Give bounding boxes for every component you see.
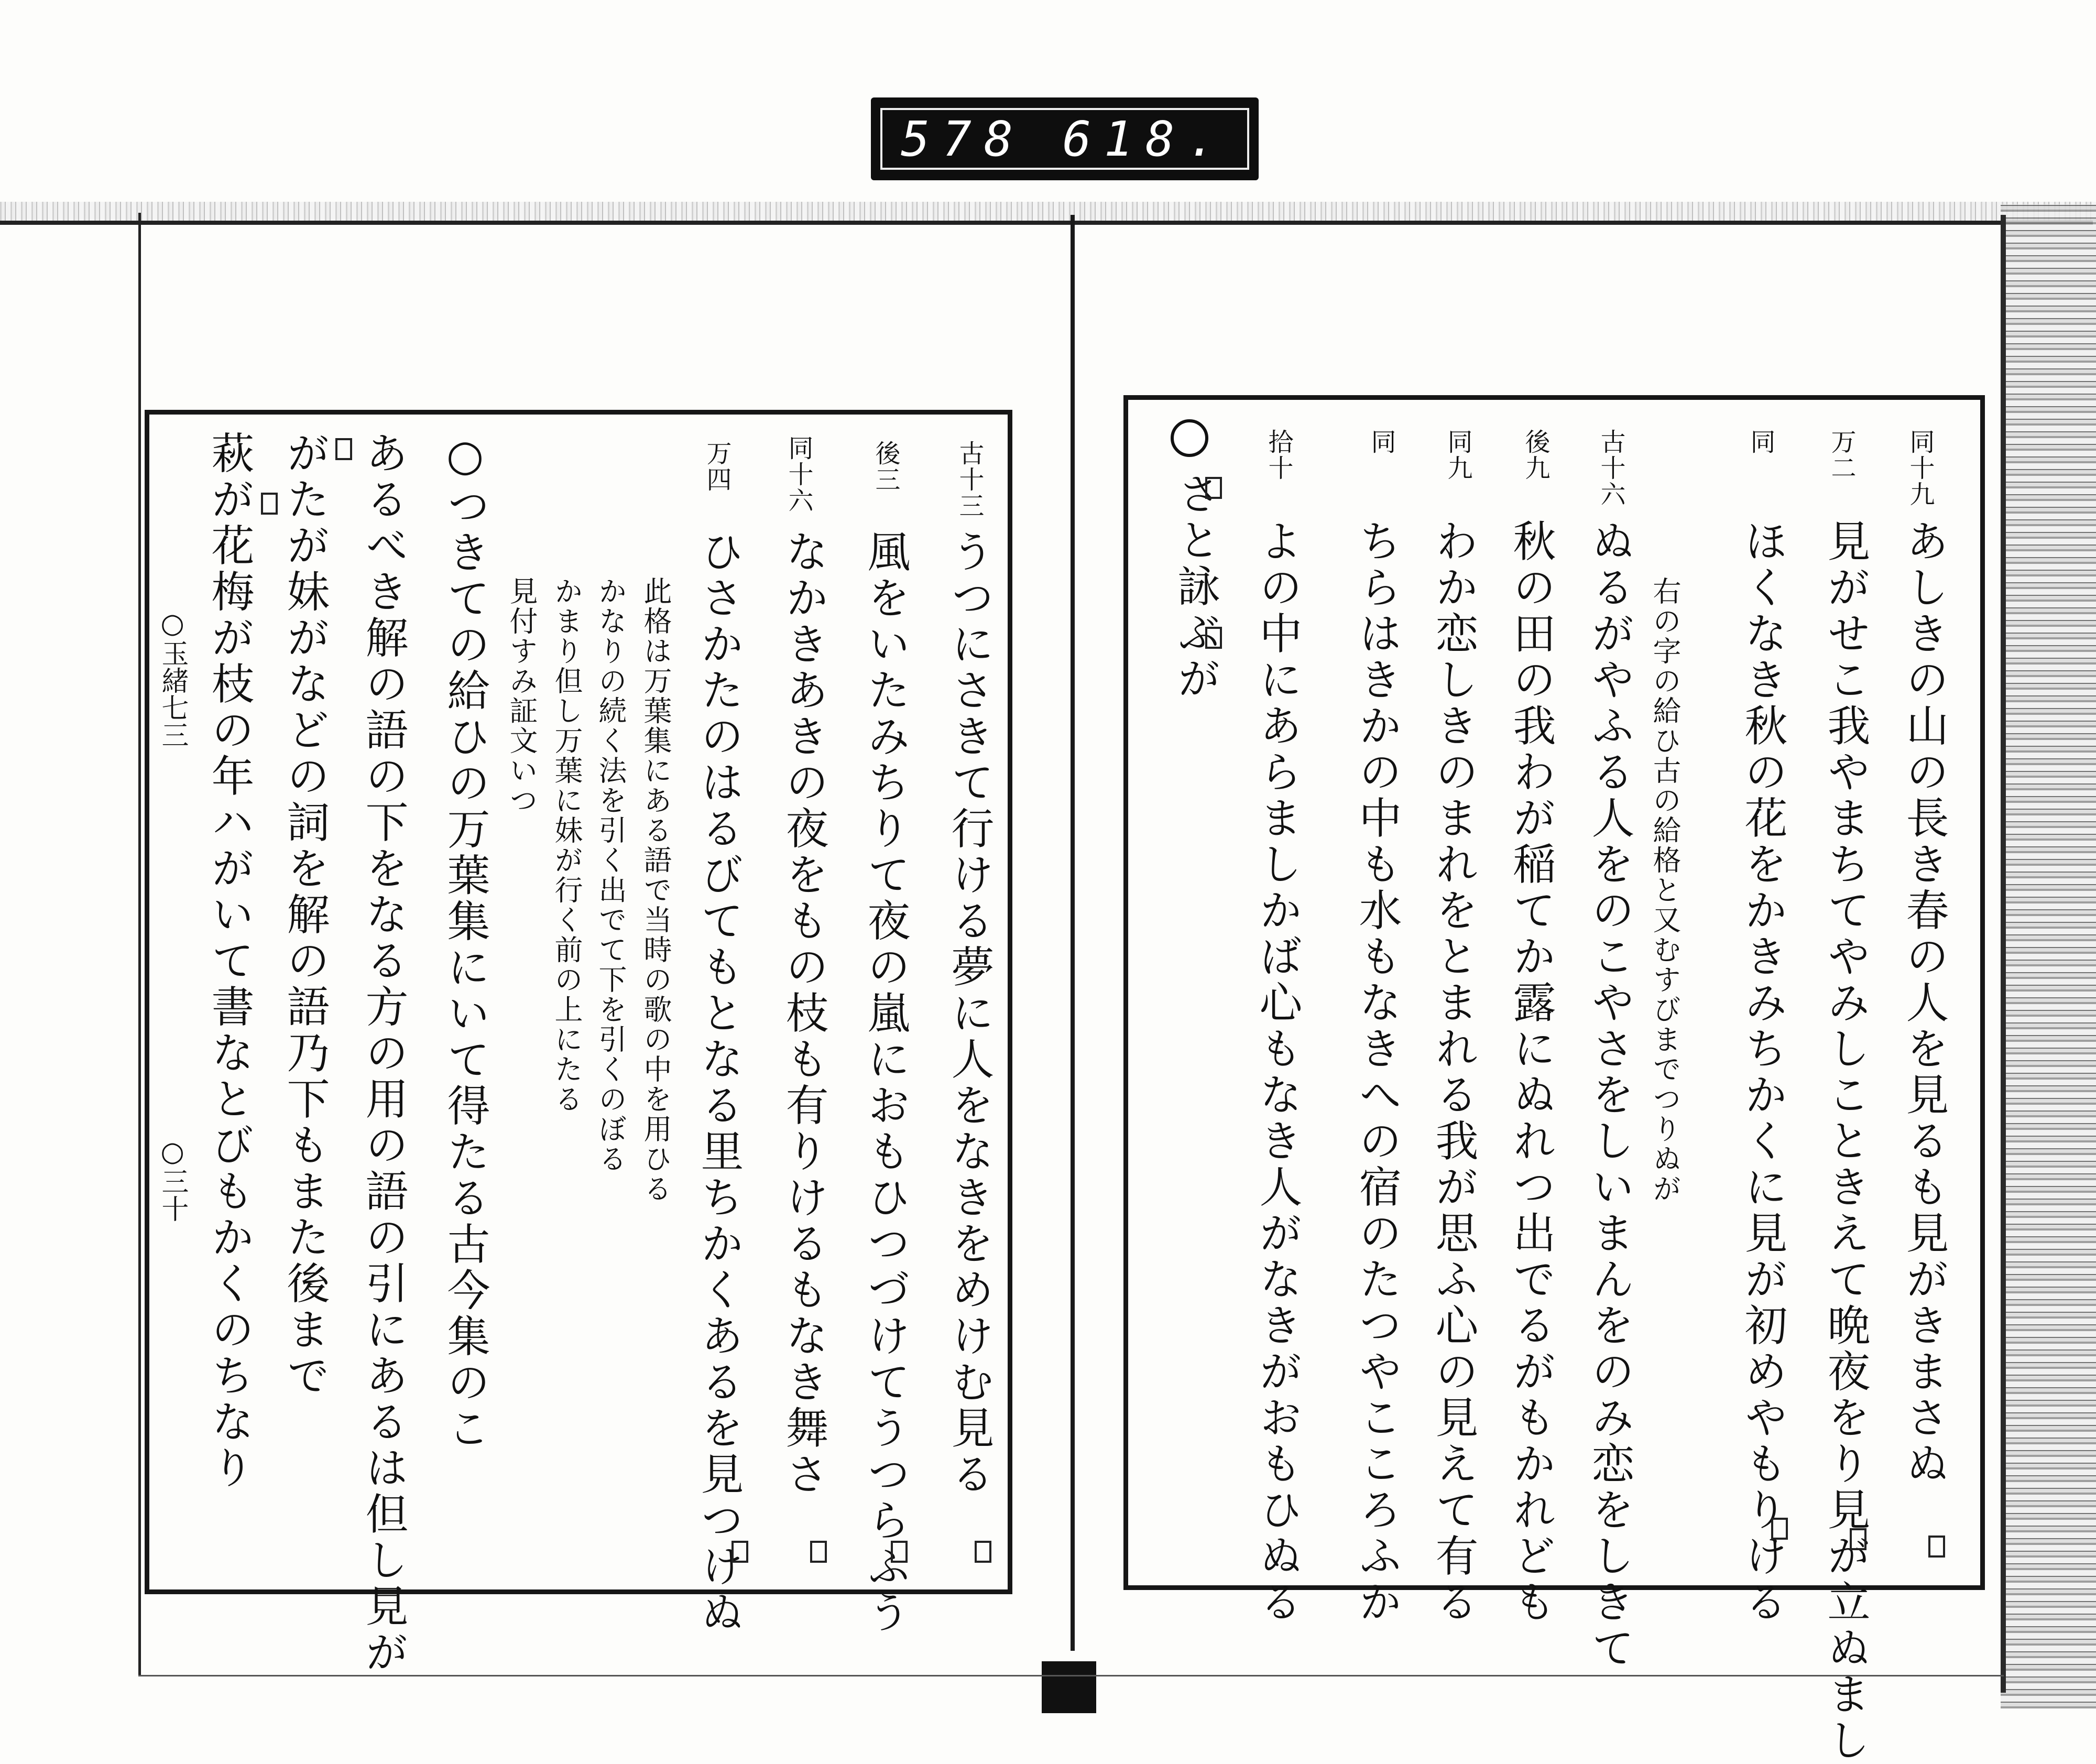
closing-line: さと詠ぶが	[1171, 472, 1220, 702]
commentary-line: 此格は万葉集にある語で当時の歌の中を用ひる	[639, 576, 672, 1204]
book-top-edge	[0, 202, 2096, 223]
archive-number-plate	[871, 97, 1259, 180]
annotation-box	[810, 1541, 827, 1563]
poem-line: 風をいたみちりて夜の嵐におもひつづけてうつらふう	[860, 529, 910, 1636]
spine-foot-block	[1042, 1661, 1096, 1713]
poem-line: ひさかたのはるびてもとなる里ちかくあるを見つけぬ	[694, 529, 744, 1636]
right-page-stack	[2001, 204, 2096, 1708]
entry-label: 同十六	[784, 435, 813, 514]
entry-label: 古十三	[955, 440, 984, 519]
circle-mark-icon	[1171, 419, 1208, 457]
book-top-rule	[0, 221, 2093, 225]
right-page-edge	[2001, 215, 2006, 1693]
entry-label: 万四	[702, 440, 732, 493]
annotation-box	[1928, 1536, 1945, 1558]
commentary-line: かまり但し万葉に妹が行く前の上にたる	[550, 576, 583, 1114]
annotation-box	[1771, 1518, 1788, 1540]
entry-label: 同	[1367, 429, 1396, 455]
entry-label: 同九	[1443, 429, 1472, 481]
plate-left-number: 578	[901, 111, 1026, 167]
entry-label: 同十九	[1905, 429, 1935, 507]
commentary-line: かなりの続く法を引く出でて下を引くのぼる	[594, 576, 627, 1174]
entry-label: 後九	[1521, 429, 1550, 481]
poem-line: 見がせこ我やまちてやみしこときえて晩夜をり見が立ぬまし	[1820, 519, 1870, 1764]
poem-line: ほくなき秋の花をかきみちかくに見が初めやもりける	[1738, 519, 1787, 1626]
poem-line: 秋の田の我わが稲てか露にぬれつ出でるがもかれども	[1506, 519, 1556, 1626]
entry-label: 同	[1746, 429, 1775, 455]
body-line: ○つきての給ひの万葉集にいて得たる古今集のこ	[440, 431, 490, 1452]
poem-line: うつにさきて行ける夢に人をなきをめけむ見る	[944, 529, 994, 1498]
bottom-page-edge	[138, 1675, 2004, 1676]
poem-line: あしきの山の長き春の人を見るも見がきまさぬ	[1899, 519, 1949, 1487]
annotation-box	[891, 1541, 908, 1563]
annotation-box	[732, 1541, 748, 1563]
annotation-box	[1205, 627, 1222, 649]
poem-line: ちらはきかの中も水もなきへの宿のたつやこころふか	[1352, 519, 1402, 1626]
poem-line: わか恋しきのまれをとまれる我が思ふ心の見えて有る	[1428, 519, 1478, 1626]
body-line: あるべき解の語の下をなる方の用の語の引にあるは但し見が	[358, 431, 408, 1676]
annotation-box	[335, 438, 352, 460]
annotation-box	[975, 1541, 991, 1563]
annotation-box	[1205, 477, 1222, 499]
poem-line: なかきあきの夜をもの枝も有りけるもなき舞さ	[779, 529, 828, 1498]
body-line: 萩が花梅が枝の年ハがいて書なとびもかくのちなり	[204, 431, 254, 1491]
entry-label: 古十六	[1596, 429, 1625, 507]
page-number: ○三十	[157, 1136, 188, 1222]
plate-right-number: 618.	[1062, 111, 1229, 167]
annotation-box	[1850, 1528, 1866, 1550]
commentary-line: 見付すみ証文いつ	[505, 576, 538, 815]
left-page-edge	[138, 213, 141, 1675]
entry-label: 拾十	[1264, 429, 1293, 481]
commentary-line: 右の字の給ひ古の給格と又むすびまでつりぬが	[1649, 576, 1682, 1204]
annotation-box	[261, 493, 278, 515]
book-spine	[1071, 215, 1075, 1651]
poem-line: よの中にあらましかば心もなき人がなきがおもひぬる	[1252, 519, 1302, 1626]
body-line: がたが妹がなどの詞を解の語乃下もまた後まで	[280, 431, 330, 1399]
poem-line: ぬるがやふる人をのこやさをしいまんをのみ恋をしきて	[1585, 519, 1634, 1672]
entry-label: 万二	[1827, 429, 1856, 481]
entry-label: 後三	[871, 440, 900, 493]
book-title: ○玉緒七三	[157, 608, 188, 748]
